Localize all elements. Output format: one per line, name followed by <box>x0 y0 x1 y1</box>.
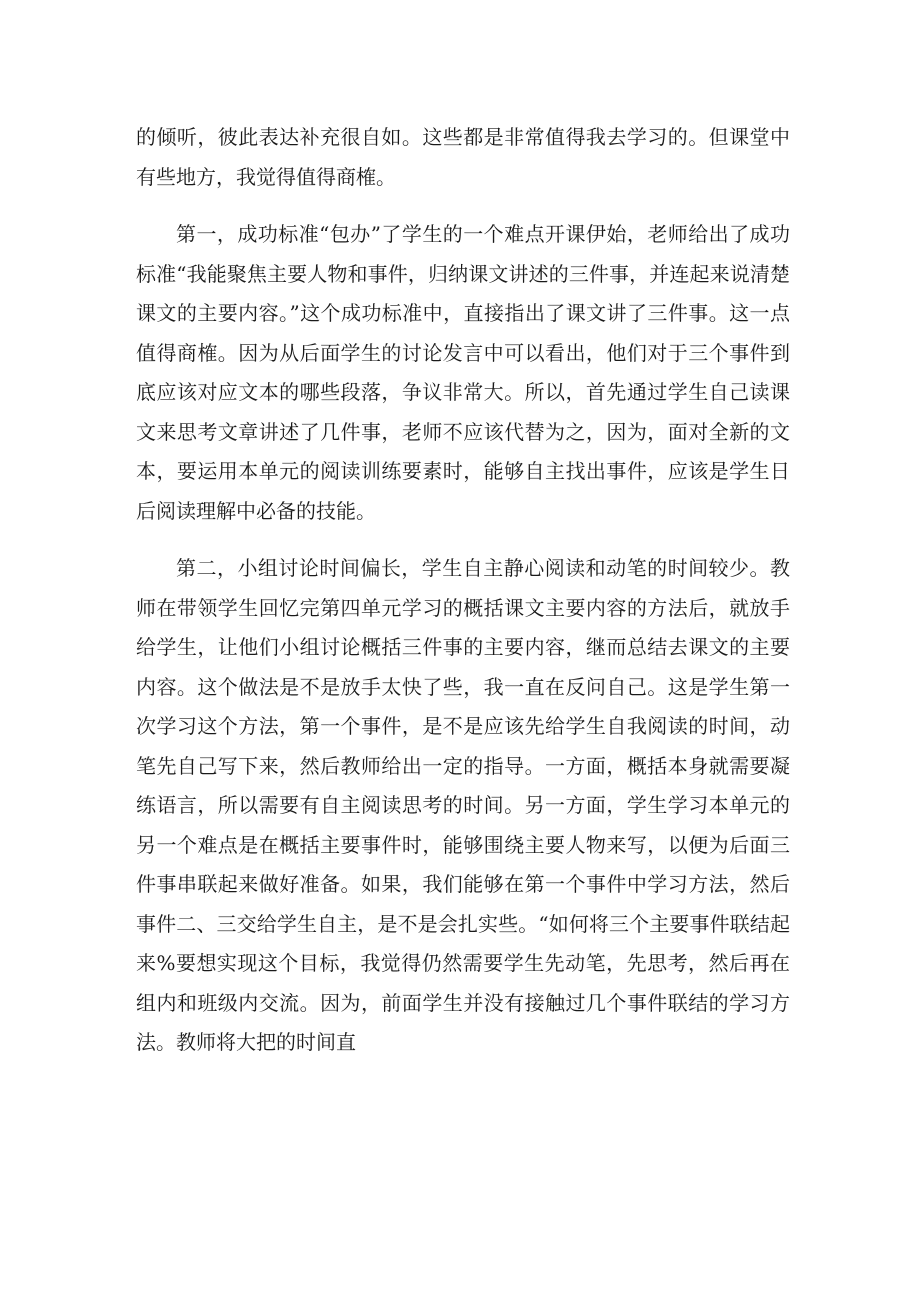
paragraph-point-two: 第二，小组讨论时间偏长，学生自主静心阅读和动笔的时间较少。教师在带领学生回忆完第四单元学习的概括课文主要内容的方法后，就放手给学生，让他们小组讨论概括三件事的主要内容，继而总结去课文的主要内容。这个做法是不是放手太快了些，我一直在反问自己。这是学生第一次学习这个方法，第一个事件，是不是应该先给学生自我阅读的时间，动笔先自己写下来，然后教师给出一定的指导。一方面，概括本身就需要凝练语言，所以需要有自主阅读思考的时间。另一方面，学生学习本单元的另一个难点是在概括主要事件时，能够围绕主要人物来写，以便为后面三件事串联起来做好准备。如果，我们能够在第一个事件中学习方法，然后事件二、三交给学生自主，是不是会扎实些。“如何将三个主要事件联结起来%要想实现这个目标，我觉得仍然需要学生先动笔，先思考，然后再在组内和班级内交流。因为，前面学生并没有接触过几个事件联结的学习方法。教师将大把的时间直 <box>136 556 790 1054</box>
document-body <box>136 118 790 1081</box>
paragraph-continuation: 的倾听，彼此表达补充很自如。这些都是非常值得我去学习的。但课堂中有些地方，我觉得值得商榷。 <box>136 125 790 189</box>
paragraph-point-one: 第一，成功标准“包办”了学生的一个难点开课伊始，老师给出了成功标准“我能聚焦主要人物和事件，归纳课文讲述的三件事，并连起来说清楚课文的主要内容。”这个成功标准中，直接指出了课文讲了三件事。这一点值得商榷。因为从后面学生的讨论发言中可以看出，他们对于三个事件到底应该对应文本的哪些段落，争议非常大。所以，首先通过学生自己读课文来思考文章讲述了几件事，老师不应该代替为之，因为，面对全新的文本，要运用本单元的阅读训练要素时，能够自主找出事件，应该是学生日后阅读理解中必备的技能。 <box>136 222 790 523</box>
